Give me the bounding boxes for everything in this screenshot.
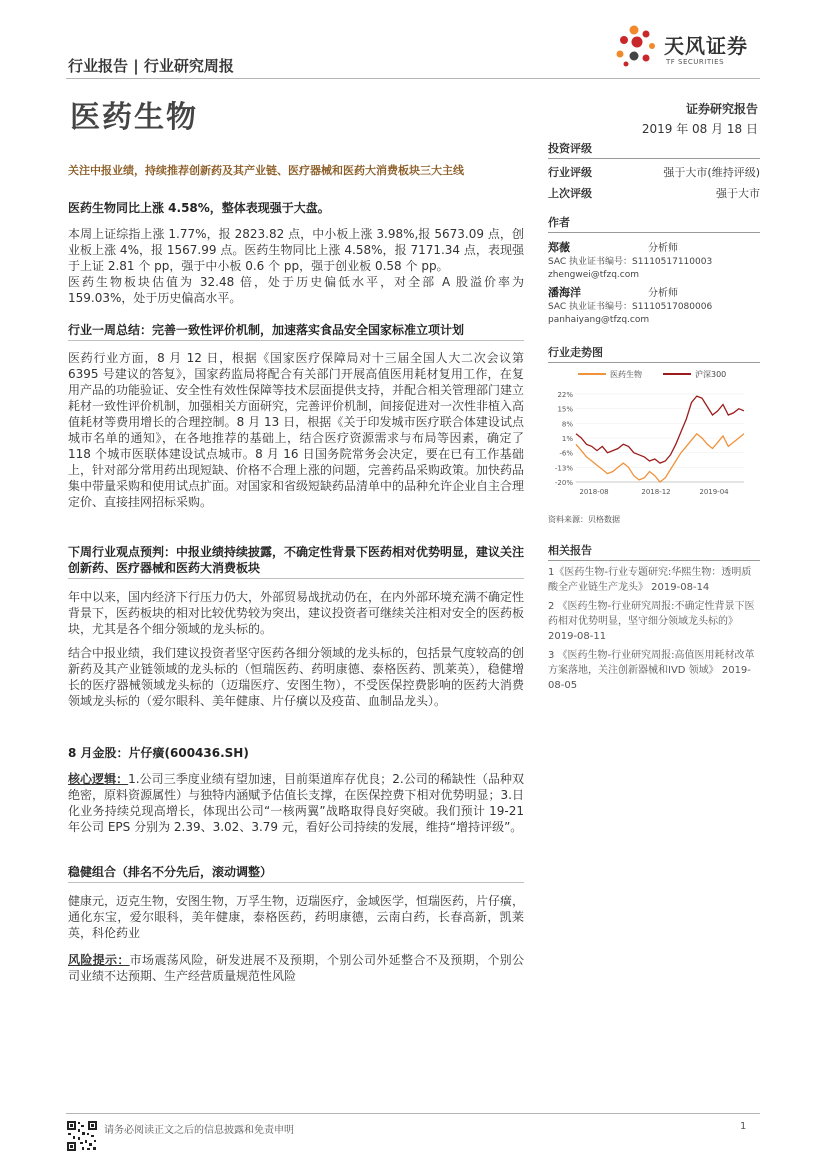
rating-key: 上次评级 xyxy=(548,187,592,200)
analyst-cert: SAC 执业证书编号：S1110517110003 xyxy=(548,257,713,267)
authors-section xyxy=(548,214,760,327)
report-type: 证券研究报告 xyxy=(685,102,758,116)
qr-code-icon xyxy=(66,1120,98,1152)
section-title: 行业一周总结：完善一致性评价机制，加速落实食品安全国家标准立项计划 xyxy=(68,322,524,341)
paragraph: 医药行业方面，8 月 12 日，根据《国家医疗保障局对十三届全国人大二次会议第 6395 号建议的答复》，国家药监局将配合有关部门开展高值医用耗材复用工作，在复用产品的功能验证、安全性有效性保障等技术层面提供支持，并配合相关管理部门建立耗材一致性评价机制，加强相关方面研究，完善评价机制，间接促进对一次性非植入高值耗材等费用增长的合理控制。8 月 13 日，根据《关于印发城市医疗联合体建设试点城市名单的通知》，在各地推荐的基础上，结合医疗资源需求与布局等因素，确定了 118 个城市医联体建设试点城市。8 月 16 日国务院常务会决定，要在已有工作基础上，针对部分常用药出现短缺、价格不合理上涨的问题，完善药品采购政策。加快药品集中带量采购和使用试点扩面。对国家和省级短缺药品清单中的品种允许企业自主合理定价、直接挂网招标采购。 xyxy=(68,351,525,509)
related-report-link[interactable]: 3 《医药生物-行业研究周报:高值医用耗材改革方案落地，关注创新器械和IVD 领域》 2019-08-05 xyxy=(548,650,755,691)
rating-row xyxy=(548,164,760,180)
analyst-block xyxy=(548,286,760,327)
analyst-email[interactable]: zhengwei@tfzq.com xyxy=(548,270,639,280)
legend-label-index: 沪深300 xyxy=(695,370,727,379)
core-logic-text: 1.公司三季度业绩有望加速，目前渠道库存优良；2.公司的稀缺性（品种双绝密，原料资源属性）与独特内涵赋予估值长支撑，在医保控费下相对优势明显；3.日化业务持续兑现高增长，体现出公司“一核两翼”战略取得良好突破。我们预计 19-21 年公司 EPS 分别为 2.39、3.02、3.79 元，看好公司持续的发展，维持“增持评级”。 xyxy=(68,772,524,834)
x-tick-label: 2018-08 xyxy=(579,488,609,496)
legend-label-pharma: 医药生物 xyxy=(610,370,642,379)
analyst-name: 郑薇 xyxy=(548,241,570,254)
company-logo-icon xyxy=(612,24,662,68)
page-number: 1 xyxy=(740,1121,747,1132)
chart-source: 资料来源：贝格数据 xyxy=(548,515,620,524)
y-tick-label: 22% xyxy=(557,391,573,399)
paragraph: 年中以来，国内经济下行压力仍大，外部贸易战扰动仍在，在内外部环境充满不确定性背景下，医药板块的相对比较优势较为突出，建议投资者可继续关注相对安全的医药板块，尤其是各个细分领域的龙头标的。 xyxy=(68,590,525,636)
page-title: 医药生物 xyxy=(70,100,198,135)
document-type: 行业报告 | 行业研究周报 xyxy=(68,57,234,75)
paragraph xyxy=(68,771,524,835)
rating-section xyxy=(548,140,760,201)
paragraph: 医药生物板块估值为 32.48 倍，处于历史偏低水平，对全部 A 股溢价率为 159.03%，处于历史偏高水平。 xyxy=(68,275,524,305)
analyst-role: 分析师 xyxy=(648,243,678,254)
series-line-pharma xyxy=(576,434,744,482)
analyst-email[interactable]: panhaiyang@tfzq.com xyxy=(548,315,650,325)
x-tick-label: 2019-04 xyxy=(699,488,729,496)
related-report-link[interactable]: 1《医药生物-行业专题研究:华熙生物：透明质酸全产业链生产龙头》 2019-08-14 xyxy=(548,567,752,593)
section-outlook xyxy=(68,544,524,709)
logo-chinese-name: 天风证券 xyxy=(664,34,748,58)
related-list xyxy=(548,565,760,693)
analyst-role: 分析师 xyxy=(648,288,678,299)
rating-key: 行业评级 xyxy=(548,166,592,179)
risk-text: 市场震荡风险，研发进展不及预期，个别公司外延整合不及预期，个别公司业绩不达预期、生产经营质量规范性风险 xyxy=(68,953,524,983)
section-title: 8 月金股：片仔癀(600436.SH) xyxy=(68,746,249,760)
y-tick-label: -20% xyxy=(554,479,573,487)
rating-heading: 投资评级 xyxy=(548,140,760,159)
section-risk xyxy=(68,952,524,984)
paragraph xyxy=(68,952,524,984)
section-title: 医药生物同比上涨 4.58%，整体表现强于大盘。 xyxy=(68,201,330,215)
header-divider xyxy=(66,78,760,79)
section-market-summary xyxy=(68,200,524,306)
section-golden-stock xyxy=(68,745,524,835)
y-tick-label: 15% xyxy=(557,405,573,414)
core-logic-label: 核心逻辑： xyxy=(68,772,129,786)
analyst-block xyxy=(548,241,760,282)
footer-disclaimer: 请务必阅读正文之后的信息披露和免责申明 xyxy=(104,1125,294,1136)
analyst-name: 潘海洋 xyxy=(548,286,581,299)
report-subtitle: 关注中报业绩，持续推荐创新药及其产业链、医疗器械和医药大消费板块三大主线 xyxy=(68,164,464,177)
y-tick-label: 8% xyxy=(561,420,573,429)
rating-row xyxy=(548,185,760,201)
x-tick-label: 2018-12 xyxy=(641,488,671,496)
risk-label: 风险提示： xyxy=(68,953,130,967)
trend-chart xyxy=(548,364,760,512)
analyst-cert: SAC 执业证书编号：S1110517080006 xyxy=(548,302,713,312)
related-heading: 相关报告 xyxy=(548,542,760,561)
y-tick-label: -13% xyxy=(554,464,573,473)
related-report-link[interactable]: 2 《医药生物-行业研究周报:不确定性背景下医药相对优势明显，坚守细分领域龙头标的》 2019-08-11 xyxy=(548,601,755,642)
y-tick-label: -6% xyxy=(559,449,573,458)
logo-english-name: TF SECURITIES xyxy=(666,58,725,66)
series-line-csi300 xyxy=(576,396,744,463)
y-tick-label: 1% xyxy=(561,435,573,443)
section-portfolio xyxy=(68,864,524,941)
authors-heading: 作者 xyxy=(548,214,760,233)
trend-section xyxy=(548,344,760,363)
section-weekly-summary xyxy=(68,322,524,510)
paragraph: 本周上证综指上涨 1.77%，报 2823.82 点，中小板上涨 3.98%,报 5673.09 点，创业板上涨 4%，报 1567.99 点。医药生物同比上涨 4.58%，报 7171.34 点，表现强于上证 2.81 个 pp，强于中小板 0.6 个 pp，强于创业板 0.58 个 pp。 xyxy=(68,227,524,273)
related-section xyxy=(548,542,760,693)
trend-heading: 行业走势图 xyxy=(548,344,760,363)
footer-divider xyxy=(66,1113,760,1114)
section-title: 稳健组合（排名不分先后，滚动调整） xyxy=(68,864,524,883)
paragraph: 结合中报业绩，我们建议投资者坚守医药各细分领域的龙头标的，包括景气度较高的创新药及其产业链领域的龙头标的（恒瑞医药、药明康德、泰格医药、凯莱英），稳健增长的医疗器械领域龙头标的（迈瑞医疗、安图生物），不受医保控费影响的医药大消费领域龙头标的（爱尔眼科、美年健康、片仔癀以及疫苗、血制品龙头）。 xyxy=(68,646,525,708)
rating-value: 强于大市 xyxy=(716,187,760,200)
section-title: 下周行业观点预判：中报业绩持续披露，不确定性背景下医药相对优势明显，建议关注创新药、医疗器械和医药大消费板块 xyxy=(68,544,524,579)
rating-value: 强于大市(维持评级) xyxy=(663,166,760,179)
report-date: 2019 年 08 月 18 日 xyxy=(641,122,758,136)
paragraph: 健康元，迈克生物，安图生物，万孚生物，迈瑞医疗，金域医学，恒瑞医药，片仔癀，通化东宝，爱尔眼科，美年健康，泰格医药，药明康德，云南白药，长春高新，凯莱英，科伦药业 xyxy=(68,894,525,940)
